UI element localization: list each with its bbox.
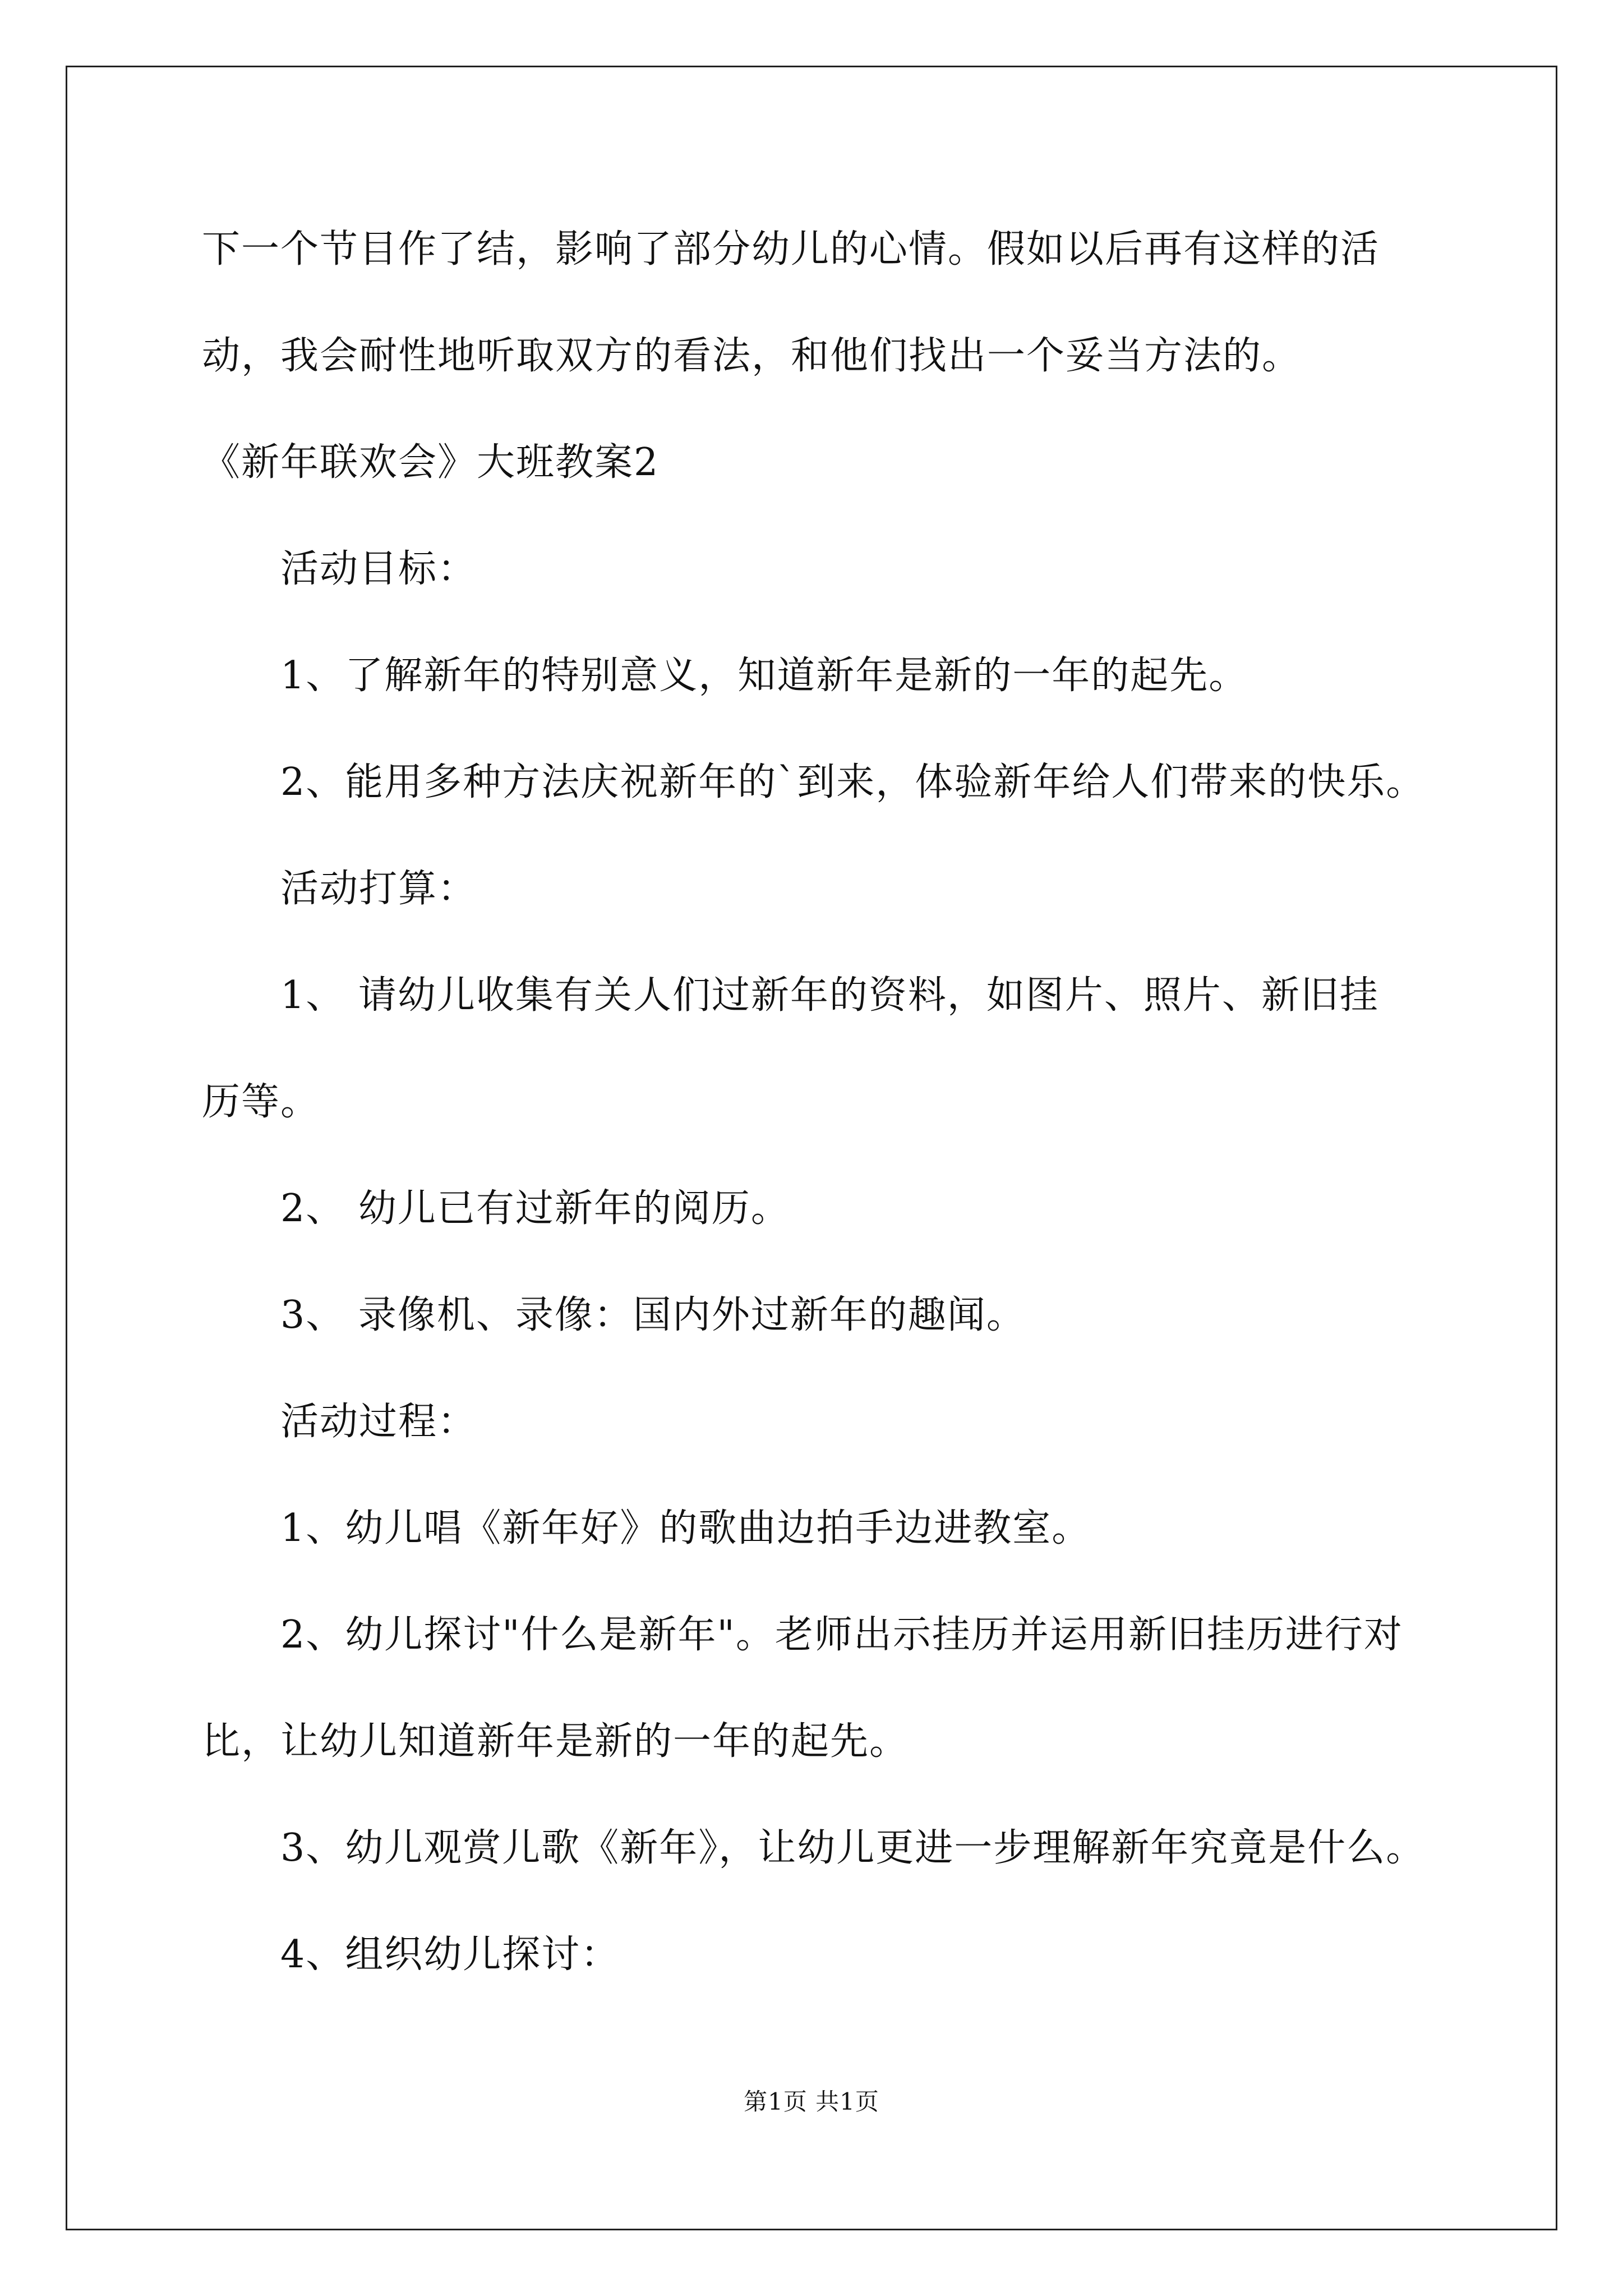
text-line: 活动打算： bbox=[280, 867, 477, 911]
text-line: 2、能用多种方法庆祝新年的`到来，体验新年给人们带来的快乐。 bbox=[280, 760, 1426, 804]
text-line: 历等。 bbox=[202, 1080, 320, 1124]
page-border bbox=[66, 66, 1557, 2230]
text-line: 活动目标： bbox=[280, 547, 477, 591]
text-line: 1、了解新年的特别意义，知道新年是新的一年的起先。 bbox=[280, 654, 1248, 698]
text-line: 活动过程： bbox=[280, 1400, 477, 1444]
text-line: 3、 录像机、录像：国内外过新年的趣闻。 bbox=[280, 1293, 1026, 1337]
text-line: 下一个节目作了结，影响了部分幼儿的心情。假如以后再有这样的活 bbox=[202, 227, 1380, 272]
section-heading: 《新年联欢会》大班教案2 bbox=[202, 440, 660, 485]
text-line: 2、幼儿探讨"什么是新年"。老师出示挂历并运用新旧挂历进行对 bbox=[280, 1613, 1403, 1657]
text-line: 比，让幼儿知道新年是新的一年的起先。 bbox=[202, 1719, 909, 1764]
text-line: 1、幼儿唱《新年好》的歌曲边拍手边进教室。 bbox=[280, 1506, 1091, 1550]
text-line: 2、 幼儿已有过新年的阅历。 bbox=[280, 1186, 790, 1231]
text-line: 1、 请幼儿收集有关人们过新年的资料，如图片、照片、新旧挂 bbox=[280, 973, 1379, 1018]
text-line: 动，我会耐性地听取双方的看法，和他们找出一个妥当方法的。 bbox=[202, 334, 1302, 378]
page-number-footer: 第1页 共1页 bbox=[744, 2088, 879, 2115]
text-line: 4、组织幼儿探讨： bbox=[280, 1932, 620, 1977]
text-line: 3、幼儿观赏儿歌《新年》，让幼儿更进一步理解新年究竟是什么。 bbox=[280, 1826, 1426, 1870]
